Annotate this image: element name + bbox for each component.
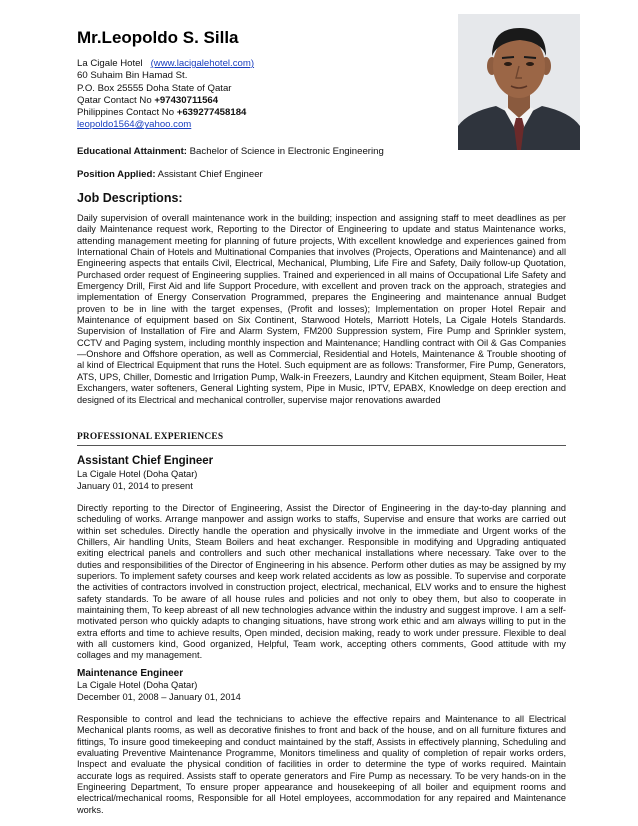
education-label: Educational Attainment: (77, 146, 187, 157)
education-value: Bachelor of Science in Electronic Engineering (189, 146, 384, 157)
hotel-website-link[interactable]: (www.lacigalehotel.com) (150, 58, 255, 69)
email-link[interactable]: leopoldo1564@yahoo.com (77, 119, 192, 131)
candidate-name: Mr.Leopoldo S. Silla (77, 28, 239, 47)
job-title-assistant-chief-engineer: Assistant Chief Engineer (77, 455, 214, 467)
position-label: Position Applied: (77, 169, 156, 180)
qatar-contact-number: +97430711564 (154, 94, 219, 106)
employer-line (77, 58, 437, 70)
profile-photo (458, 14, 580, 150)
experience-section-title: PROFESSIONAL EXPERIENCES (77, 432, 224, 442)
position-line (77, 169, 263, 180)
address-line-2: P.O. Box 25555 Doha State of Qatar (77, 82, 232, 94)
philippines-contact-line (77, 107, 437, 119)
address-line-1: 60 Suhaim Bin Hamad St. (77, 70, 188, 82)
job-description: Directly reporting to the Director of Engineering, Assist the Director of Engineering in the day-to-day planning and scheduling of works. Arrange manpower and assign works to staffs, Supervise and ensure that works are carried out within set schedules. Directly handle the operation and physically involve in the immediate and Urgent works of the Chillers, Air handling Units, Steam Boilers and heat exchanger. Responsible in modifying and Upgrading antiquated exiting electrical panels and controllers and such other mechanical installations where necessary. Take over to the duties and responsibilities of the Director of Engineering in his absence. Perform other duties as may be assigned by my superiors. To implement safety courses and keep work related accidents as low as possible. To supervise and corporate the activities of contractors involved in construction project, electrical, mechanical, ELV works and to ensure the highest safety standards. To be aware of all house rules and policies and not only to obey them, but also to cooperate in maintaining them, To keep abreast of all new technologies advance within the industry and suggest improve. I am a self-motivated person who quickly adapts to changing situations, have strong work ethic and am always willing to put in the extra efforts and time to achieve results, Open minded, decision making, ready to work under pressure. Flexible to deal with all customers kind, Good organized, Helpful, Team work, accepting others comments, Good attitude with my collages and my management. (77, 503, 566, 661)
job-title-maintenance-engineer: Maintenance Engineer (77, 668, 184, 679)
qatar-contact-label: Qatar Contact No (77, 94, 152, 106)
employer-name: La Cigale Hotel (77, 58, 143, 69)
philippines-contact-number: +639277458184 (176, 107, 247, 119)
education-line (77, 146, 384, 157)
contact-block (77, 58, 437, 132)
qatar-contact-line (77, 95, 437, 107)
job-description: Responsible to control and lead the technicians to achieve the effective repairs and Maintenance to all Electrical Mechanical plants rooms, as well as decorative finishes to front and back of the house, and on all furniture fixtures and fittings, To insure good timekeeping and conduct maintained by the staff, Assists in effectively planning, Scheduling and evaluating Preventive Maintenance Programme, Monitors timeliness and quality of completion of repair works orders, Inspect and evaluate the physical condition of facilities in order to determine the type of works required. Maintain accurate logs as required. Assists staff to operate generators and Fire Pump as necessary. To be very hands-on in the Engineering Department, To ensure proper appearance and housekeeping of all boiler and equipment rooms and electrical/mechanical rooms, Responsible for all Hotel employees, accommodation for any repaired and Maintenance works. (77, 714, 566, 815)
philippines-contact-label: Philippines Contact No (77, 107, 175, 119)
position-value: Assistant Chief Engineer (157, 169, 263, 180)
job-company: La Cigale Hotel (Doha Qatar) (77, 469, 198, 479)
profile-photo-illustration (458, 14, 580, 150)
section-divider (77, 445, 566, 446)
job-company: La Cigale Hotel (Doha Qatar) (77, 680, 198, 690)
job-dates: January 01, 2014 to present (77, 481, 193, 491)
job-descriptions-heading: Job Descriptions: (77, 191, 183, 205)
job-dates: December 01, 2008 – January 01, 2014 (77, 692, 241, 702)
job-descriptions-text: Daily supervision of overall maintenance work in the building; inspection and assigning staff to meet deadlines as per daily Maintenance request work, Reporting to the Director of Engineering to update and status Maintenance works, attending management meeting for planning of future projects, With excellent knowledge and experiences gained from International Chain of Hotels and Multinational Companies that involves (Projects, Operations and Maintenance) and all Engineering aspects that entails Civil, Electrical, Mechanical, Plumbing, Life Fire and Safety, Daily follow-up Quotation, Purchased order request of Engineering supplies. Trained and experienced in all mains of Occupational Life Safety and Emergency Drill, First Aid and life Support Procedure, with excellent and proven track on the approach, strategies and implementation of Energy Conservation Programmed, prepares the Engineering and maintenance annual Budget proven to be in line with the target expenses, (Profit and losses); Implementation on proper Hotel Repair and Maintenance of equipment based on Six Continent, Starwood Hotels, Marriott Hotels, La Cigale Hotels Standards. Supervision of Installation of Fire and Alarm System, FM200 Suppression system, Fire Pump and Sprinkler system, CCTV and Paging system, including monthly inspection and Maintenance; Handling contract with Oil & Gas Companies—Onshore and Offshore operation, as well as Commercial, Residential and Hotels, Maintenance & Trouble shooting of al kind of Electrical Equipment that runs the Hotel. Such equipment are as follows: Transformer, Fire Pump, Generators, ATS, UPS, Chiller, Domestic and Irrigation Pump, Walk-in Freezers, Laundry and Kitchen equipment, Steam Boiler, Heat Exchangers, water softeners, General Lighting system, Pipe in Music, IPTV, EPABX, Knowledge on deep erection and designed of its Electrical and mechanical controller, supervise major renovations awarded (77, 213, 566, 405)
